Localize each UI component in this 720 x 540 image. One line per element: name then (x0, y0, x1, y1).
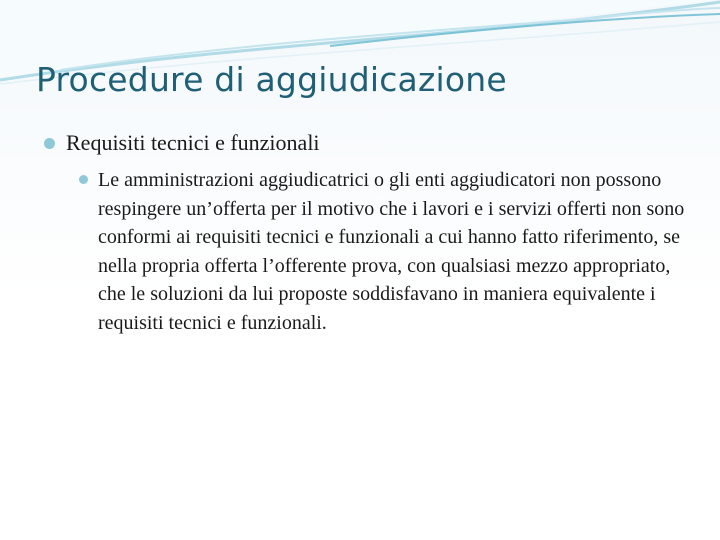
bullet-dot-icon (44, 138, 55, 149)
bullet-dot-icon (79, 175, 88, 184)
bullet-text-level1: Requisiti tecnici e funzionali (66, 130, 320, 155)
bullet-text-level2: Le amministrazioni aggiudicatrici o gli enti aggiudicatori non possono respingere un’offerta per il motivo che i lavori e i servizi offerti non sono conformi ai requisiti tecnici e funzionali a cui hanno fatto riferimento, se nella propria offerta l’offerente prova, con qualsiasi mezzo appropriato, che le soluzioni da lui proposte soddisfavano in maniera equivalente i requisiti tecnici e funzionali. (98, 169, 685, 334)
bullet-item-level2 (79, 166, 689, 338)
slide-title: Procedure di aggiudicazione (36, 60, 507, 99)
bullet-item-level1 (44, 130, 694, 156)
